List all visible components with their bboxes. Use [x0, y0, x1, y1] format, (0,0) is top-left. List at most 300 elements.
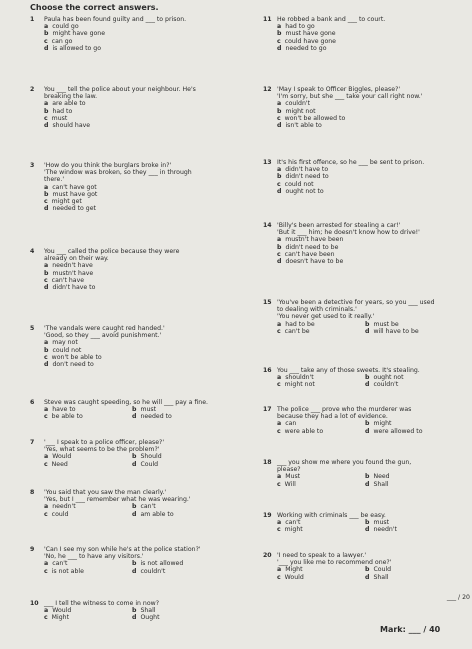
option-text: had to go — [285, 23, 315, 31]
options-row — [30, 284, 245, 291]
option-text: Might — [285, 566, 303, 574]
answer-option[interactable] — [44, 108, 72, 115]
answer-option[interactable] — [132, 568, 220, 575]
option-letter: a — [277, 519, 282, 527]
question-5 — [30, 325, 245, 368]
option-text: were allowed to — [373, 427, 423, 435]
answer-option[interactable] — [277, 23, 315, 30]
option-text: must — [140, 406, 157, 414]
question-3 — [30, 162, 245, 212]
answer-option[interactable] — [44, 406, 132, 413]
option-text: is not allowed — [140, 560, 184, 568]
answer-option[interactable] — [277, 251, 335, 258]
mark-text: Mark: ___ / 40 — [380, 625, 441, 634]
option-letter: d — [132, 413, 137, 421]
options-row — [30, 38, 245, 45]
option-letter: a — [44, 560, 49, 568]
option-text: must have gone — [285, 30, 336, 38]
option-text: can't be — [284, 327, 310, 335]
answer-option[interactable] — [132, 503, 220, 510]
answer-option[interactable] — [277, 38, 336, 45]
answer-option[interactable] — [277, 45, 327, 52]
answer-option[interactable] — [44, 122, 90, 129]
answer-option[interactable] — [132, 614, 220, 621]
option-text: can go — [51, 37, 73, 45]
question-text-line — [30, 248, 245, 255]
option-letter: c — [277, 37, 281, 45]
answer-option[interactable] — [44, 511, 132, 518]
options-row — [263, 566, 470, 573]
option-text: needn't — [52, 503, 76, 511]
option-letter: d — [365, 427, 370, 435]
question-text-line — [30, 446, 245, 453]
answer-option[interactable] — [365, 566, 453, 573]
answer-option[interactable] — [132, 560, 220, 567]
option-letter: b — [365, 566, 370, 574]
option-letter: d — [44, 284, 49, 292]
options-row — [263, 122, 470, 129]
answer-option[interactable] — [277, 381, 365, 388]
options-row — [263, 574, 470, 581]
option-letter: b — [44, 30, 49, 38]
options-row — [263, 23, 470, 30]
question-text-line — [263, 552, 470, 559]
question-number: 8 — [30, 489, 35, 496]
question-text: You ___ called the police because they were — [44, 248, 180, 255]
option-letter: b — [44, 346, 49, 354]
question-text-line — [263, 313, 470, 320]
question-8 — [30, 489, 245, 518]
question-text: You ___ tell the police about your neighbour. He's — [44, 86, 196, 93]
option-text: must be — [373, 320, 399, 328]
question-number: 10 — [30, 600, 39, 607]
options-row — [263, 30, 470, 37]
options-row — [263, 428, 470, 435]
options-row — [30, 191, 245, 198]
answer-option[interactable] — [44, 339, 78, 346]
answer-option[interactable] — [44, 568, 132, 575]
option-text: can't — [140, 503, 156, 511]
question-number: 13 — [263, 159, 272, 166]
options-row — [263, 115, 470, 122]
option-letter: a — [44, 262, 49, 270]
options-row — [30, 453, 245, 460]
options-row — [263, 173, 470, 180]
option-letter: c — [277, 327, 281, 335]
answer-option[interactable] — [365, 374, 453, 381]
answer-option[interactable] — [277, 473, 365, 480]
option-text: could go — [52, 23, 79, 31]
answer-option[interactable] — [132, 413, 220, 420]
answer-option[interactable] — [132, 406, 220, 413]
options-row — [30, 339, 245, 346]
option-text: might not — [284, 381, 315, 389]
option-letter: c — [44, 460, 48, 468]
option-text: needn't — [373, 526, 397, 534]
option-letter: a — [44, 503, 49, 511]
question-number: 4 — [30, 248, 35, 255]
option-text: Ought — [140, 614, 160, 622]
option-text: couldn't — [373, 381, 399, 389]
question-text: The police ___ prove who the murderer was — [277, 406, 412, 413]
option-letter: a — [44, 406, 49, 414]
question-text-line — [263, 86, 470, 93]
options-row — [30, 30, 245, 37]
answer-option[interactable] — [277, 236, 343, 243]
options-row — [263, 481, 470, 488]
answer-option[interactable] — [277, 566, 365, 573]
question-number: 17 — [263, 406, 272, 413]
option-text: needed to get — [52, 205, 96, 213]
answer-option[interactable] — [44, 45, 101, 52]
question-number: 6 — [30, 399, 35, 406]
answer-option[interactable] — [277, 30, 336, 37]
answer-option[interactable] — [277, 574, 365, 581]
options-row — [30, 361, 245, 368]
option-letter: a — [44, 100, 49, 108]
option-text: should have — [52, 122, 91, 130]
question-15 — [263, 299, 470, 335]
answer-option[interactable] — [277, 188, 324, 195]
question-text-line — [263, 367, 470, 374]
option-letter: a — [277, 166, 282, 174]
answer-option[interactable] — [44, 30, 105, 37]
question-18 — [263, 459, 470, 488]
option-text: Would — [52, 607, 72, 615]
options-row — [263, 526, 470, 533]
option-letter: c — [277, 526, 281, 534]
question-text: because they had a lot of evidence. — [277, 413, 388, 421]
option-letter: b — [277, 107, 282, 115]
answer-option[interactable] — [365, 574, 453, 581]
question-text: 'Good, so they ___ avoid punishment.' — [44, 332, 162, 340]
question-17 — [263, 406, 470, 435]
answer-option[interactable] — [44, 361, 94, 368]
option-letter: d — [365, 526, 370, 534]
answer-option[interactable] — [365, 428, 453, 435]
option-letter: d — [365, 480, 370, 488]
question-text: 'You've been a detective for years, so you ___ used — [277, 299, 435, 306]
options-row — [263, 181, 470, 188]
options-row — [263, 374, 470, 381]
answer-option[interactable] — [277, 420, 365, 427]
option-letter: d — [132, 460, 137, 468]
question-14 — [263, 222, 470, 265]
answer-option[interactable] — [365, 526, 453, 533]
options-row — [30, 122, 245, 129]
option-text: is allowed to go — [52, 44, 102, 52]
option-letter: c — [44, 37, 48, 45]
option-text: won't be allowed to — [284, 114, 346, 122]
answer-option[interactable] — [277, 122, 322, 129]
option-letter: d — [44, 44, 49, 52]
question-text-line — [263, 559, 470, 566]
question-text-line — [30, 16, 245, 23]
question-text-line — [263, 459, 470, 466]
options-row — [30, 503, 245, 510]
question-text: ___ I tell the witness to come in now? — [44, 600, 159, 607]
answer-option[interactable] — [44, 354, 102, 361]
option-text: didn't have to — [285, 166, 329, 174]
question-number: 18 — [263, 459, 272, 466]
option-text: Might — [51, 614, 70, 622]
option-letter: a — [277, 374, 282, 382]
option-text: needn't have — [52, 262, 93, 270]
answer-option[interactable] — [277, 321, 365, 328]
question-1 — [30, 16, 245, 52]
answer-option[interactable] — [277, 526, 365, 533]
option-text: can — [285, 420, 297, 428]
option-text: didn't need to — [285, 173, 329, 181]
answer-option[interactable] — [277, 481, 365, 488]
option-text: can't — [285, 519, 301, 527]
option-letter: b — [277, 243, 282, 251]
answer-option[interactable] — [277, 244, 338, 251]
answer-option[interactable] — [44, 191, 97, 198]
answer-option[interactable] — [44, 461, 132, 468]
question-11 — [263, 16, 470, 52]
option-letter: c — [44, 510, 48, 518]
answer-option[interactable] — [44, 205, 96, 212]
option-letter: d — [132, 614, 137, 622]
question-text-line — [30, 176, 245, 183]
answer-option[interactable] — [277, 258, 343, 265]
option-text: didn't have to — [52, 284, 96, 292]
answer-option[interactable] — [44, 38, 72, 45]
question-number: 1 — [30, 16, 35, 23]
answer-option[interactable] — [365, 519, 453, 526]
answer-option[interactable] — [277, 100, 310, 107]
option-text: isn't able to — [285, 122, 322, 130]
option-letter: b — [365, 519, 370, 527]
question-text-line — [263, 406, 470, 413]
answer-option[interactable] — [365, 381, 453, 388]
answer-option[interactable] — [44, 607, 132, 614]
option-text: have to — [52, 406, 76, 414]
option-letter: a — [277, 420, 282, 428]
option-text: needed to go — [285, 44, 327, 52]
answer-option[interactable] — [277, 428, 365, 435]
option-text: might have gone — [52, 30, 106, 38]
option-letter: b — [277, 30, 282, 38]
options-row — [30, 354, 245, 361]
answer-option[interactable] — [44, 347, 81, 354]
answer-option[interactable] — [277, 374, 365, 381]
answer-option[interactable] — [44, 614, 132, 621]
option-text: don't need to — [52, 361, 94, 369]
options-row — [30, 23, 245, 30]
question-text-line — [263, 93, 470, 100]
question-text: 'You said that you saw the man clearly.' — [44, 489, 167, 496]
question-text: ___ you show me where you found the gun, — [277, 459, 412, 466]
options-row — [30, 45, 245, 52]
answer-option[interactable] — [44, 23, 79, 30]
options-row — [30, 347, 245, 354]
option-text: Need — [373, 473, 390, 481]
option-text: could — [51, 510, 69, 518]
options-row — [263, 258, 470, 265]
question-text-line — [30, 162, 245, 169]
option-text: are able to — [52, 100, 86, 108]
option-letter: c — [277, 114, 281, 122]
option-text: might get — [51, 198, 82, 206]
option-text: be able to — [51, 413, 83, 421]
question-text-line — [263, 306, 470, 313]
answer-option[interactable] — [44, 453, 132, 460]
option-letter: d — [44, 205, 49, 213]
option-text: ought not — [373, 374, 404, 382]
answer-option[interactable] — [44, 560, 132, 567]
option-letter: a — [277, 100, 282, 108]
option-letter: b — [365, 420, 370, 428]
answer-option[interactable] — [365, 420, 453, 427]
question-text: 'Yes, what seems to be the problem?' — [44, 446, 160, 454]
answer-option[interactable] — [44, 503, 132, 510]
answer-option[interactable] — [365, 321, 453, 328]
option-text: can't — [52, 560, 68, 568]
question-text: 'No, he ___ to have any visitors.' — [44, 553, 144, 561]
question-12 — [263, 86, 470, 129]
question-text-line — [30, 489, 245, 496]
question-text-line — [30, 399, 245, 406]
question-6 — [30, 399, 245, 421]
option-letter: d — [277, 122, 282, 130]
answer-option[interactable] — [277, 181, 314, 188]
option-letter: c — [44, 567, 48, 575]
question-text: 'I need to speak to a lawyer.' — [277, 552, 367, 559]
options-row — [263, 166, 470, 173]
answer-option[interactable] — [277, 166, 328, 173]
option-text: mustn't have — [52, 269, 94, 277]
option-text: must have got — [52, 190, 98, 198]
option-letter: d — [277, 44, 282, 52]
answer-option[interactable] — [132, 511, 220, 518]
question-text-line — [30, 86, 245, 93]
question-text-line — [30, 255, 245, 262]
option-letter: c — [277, 480, 281, 488]
option-text: Will — [284, 480, 296, 488]
option-letter: c — [277, 180, 281, 188]
question-text-line — [30, 169, 245, 176]
option-letter: c — [44, 276, 48, 284]
question-text: Steve was caught speeding, so he will ___ pay a fine. — [44, 399, 208, 406]
answer-option[interactable] — [44, 277, 84, 284]
question-text: 'But it ___ him; he doesn't know how to drive!' — [277, 229, 420, 237]
answer-option[interactable] — [365, 481, 453, 488]
option-text: won't be able to — [51, 353, 102, 361]
option-letter: a — [44, 23, 49, 31]
answer-option[interactable] — [277, 115, 345, 122]
question-number: 15 — [263, 299, 272, 306]
option-letter: a — [277, 236, 282, 244]
question-text: 'You never get used to it really.' — [277, 313, 375, 321]
answer-option[interactable] — [365, 473, 453, 480]
question-text: 'Can I see my son while he's at the police station?' — [44, 546, 201, 553]
option-letter: b — [132, 560, 137, 568]
options-row — [263, 108, 470, 115]
question-number: 20 — [263, 552, 272, 559]
option-letter: a — [44, 183, 49, 191]
question-text-line — [30, 439, 245, 446]
options-row — [30, 198, 245, 205]
options-row — [30, 607, 245, 614]
answer-option[interactable] — [132, 461, 220, 468]
answer-option[interactable] — [132, 607, 220, 614]
options-row — [30, 115, 245, 122]
options-row — [263, 321, 470, 328]
question-text-line — [30, 332, 245, 339]
question-text-line — [263, 413, 470, 420]
option-letter: c — [277, 573, 281, 581]
question-text: breaking the law. — [44, 93, 98, 101]
question-number: 7 — [30, 439, 35, 446]
answer-option[interactable] — [132, 453, 220, 460]
option-text: Could — [140, 460, 159, 468]
question-number: 11 — [263, 16, 272, 23]
option-text: Shall — [373, 573, 389, 581]
answer-option[interactable] — [277, 328, 365, 335]
option-letter: b — [365, 473, 370, 481]
question-text-line — [263, 466, 470, 473]
answer-option[interactable] — [44, 413, 132, 420]
answer-option[interactable] — [44, 100, 86, 107]
option-letter: d — [132, 567, 137, 575]
answer-option[interactable] — [44, 284, 95, 291]
question-4 — [30, 248, 245, 291]
question-text: 'Yes, but I ___ remember what he was wearing.' — [44, 496, 191, 504]
option-letter: a — [44, 607, 49, 615]
question-text-line — [30, 496, 245, 503]
option-letter: c — [44, 114, 48, 122]
option-text: had to be — [285, 320, 315, 328]
answer-option[interactable] — [277, 108, 316, 115]
option-text: Could — [373, 566, 392, 574]
options-row — [30, 100, 245, 107]
answer-option[interactable] — [44, 262, 93, 269]
answer-option[interactable] — [44, 198, 82, 205]
question-16 — [263, 367, 470, 389]
answer-option[interactable] — [44, 184, 97, 191]
options-row — [30, 270, 245, 277]
question-text-line — [30, 325, 245, 332]
question-text: 'The vandals were caught red handed.' — [44, 325, 165, 332]
option-text: can't have got — [52, 183, 97, 191]
options-row — [30, 511, 245, 518]
option-letter: a — [277, 320, 282, 328]
question-number: 2 — [30, 86, 35, 93]
question-text: to dealing with criminals.' — [277, 306, 357, 314]
answer-option[interactable] — [44, 115, 67, 122]
answer-option[interactable] — [44, 270, 93, 277]
option-text: must — [373, 519, 390, 527]
answer-option[interactable] — [277, 173, 329, 180]
option-text: might not — [285, 107, 316, 115]
option-letter: a — [44, 339, 49, 347]
answer-option[interactable] — [365, 328, 453, 335]
answer-option[interactable] — [277, 519, 365, 526]
question-text: Working with criminals ___ be easy. — [277, 512, 386, 519]
question-text: 'Billy's been arrested for stealing a car!' — [277, 222, 401, 229]
option-text: could have gone — [284, 37, 336, 45]
question-text-line — [263, 159, 470, 166]
question-number: 19 — [263, 512, 272, 519]
option-letter: b — [44, 107, 49, 115]
question-13 — [263, 159, 470, 195]
question-text-line — [263, 512, 470, 519]
options-row — [30, 413, 245, 420]
option-letter: d — [44, 122, 49, 130]
question-text-line — [30, 546, 245, 553]
